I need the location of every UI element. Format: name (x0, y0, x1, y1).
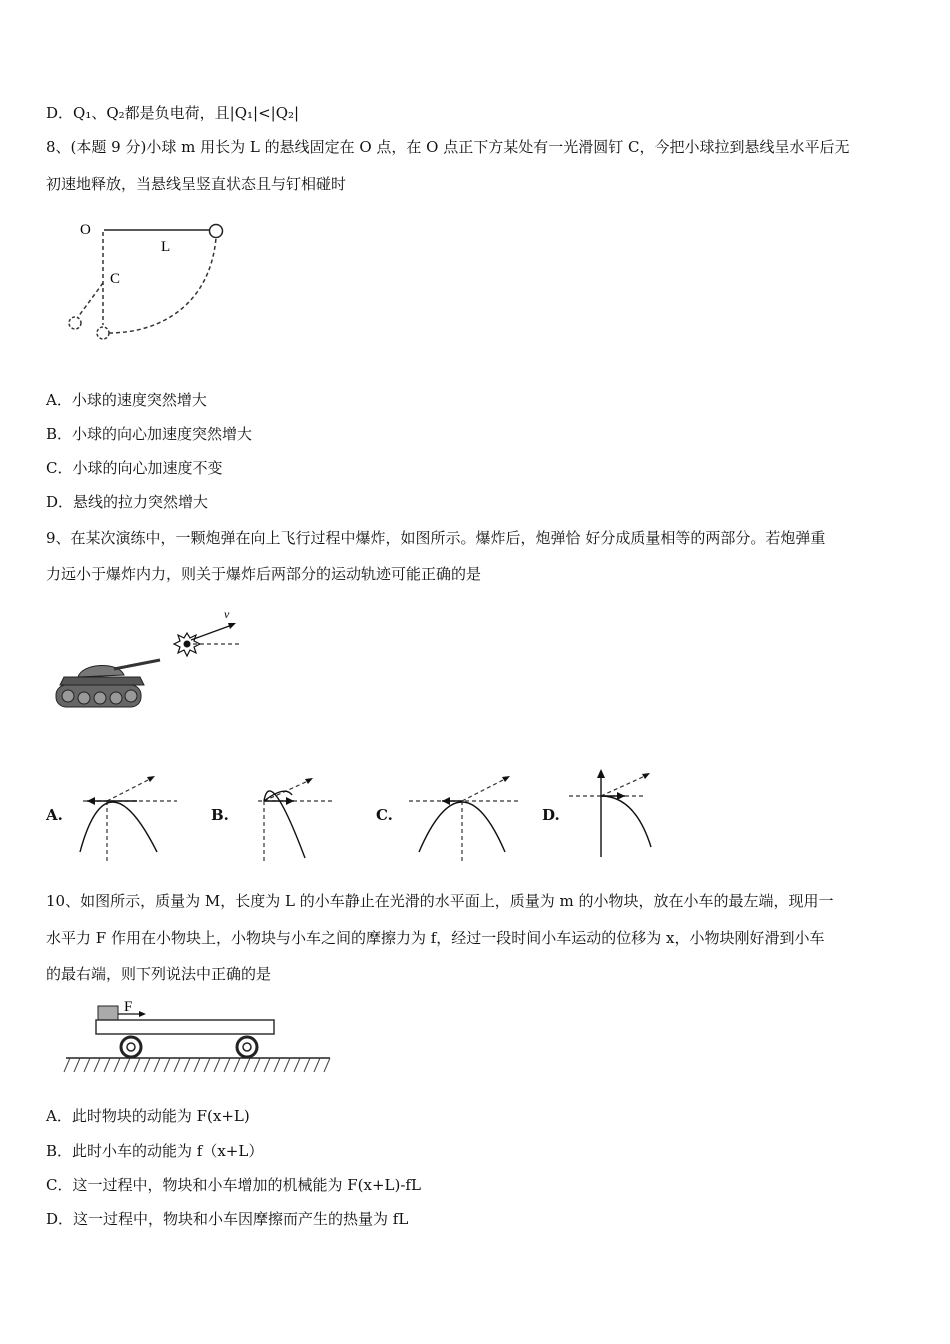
velocity-arrow (191, 625, 232, 640)
cart-wheel-left (121, 1037, 141, 1057)
q9-option-b-label[interactable]: B. (211, 806, 229, 824)
q8-pendulum-figure (60, 215, 240, 350)
q8-option-b: B．小球的向心加速度突然增大 (46, 425, 253, 443)
q8-stem-line1: 8、(本题 9 分)小球 m 用长为 L 的悬线固定在 O 点，在 O 点正下方某处有一光滑圆钉 C，今把小球拉到悬线呈水平后无 (46, 138, 850, 156)
q10-option-b: B．此时小车的动能为 f（x+L） (46, 1142, 264, 1160)
q8-option-c: C．小球的向心加速度不变 (46, 459, 223, 477)
q8-option-d: D．悬线的拉力突然增大 (46, 493, 209, 511)
velocity-arrowhead (228, 623, 236, 629)
q8-option-a: A．小球的速度突然增大 (46, 391, 207, 409)
q9-stem-line2: 力远小于爆炸内力，则关于爆炸后两部分的运动轨迹可能正确的是 (46, 565, 482, 583)
cart-body (96, 1020, 274, 1034)
q9-stem-line1: 9、在某次演练中，一颗炮弹在向上飞行过程中爆炸，如图所示。爆炸后，炮弹恰 好分成质量相等的两部分。若炮弹重 (46, 529, 826, 547)
q9-option-d-label[interactable]: D. (542, 806, 560, 824)
q10-stem-line2: 水平力 F 作用在小物块上，小物块与小车之间的摩擦力为 f，经过一段时间小车运动的位移为 x，小物块刚好滑到小车 (46, 929, 825, 947)
string-swing-dashed (78, 283, 103, 317)
q9-option-a-graph (75, 770, 185, 865)
q9-option-d-graph (565, 765, 665, 865)
velocity-v-label: v (224, 607, 230, 621)
q9-option-c-graph (405, 770, 525, 865)
ball-initial (210, 225, 223, 238)
q10-stem-line3: 的最右端，则下列说法中正确的是 (46, 965, 272, 983)
ball-bottom (97, 327, 109, 339)
ball-swing (69, 317, 81, 329)
q10-option-d: D．这一过程中，物块和小车因摩擦而产生的热量为 fL (46, 1210, 409, 1228)
q10-cart-figure (60, 998, 340, 1078)
force-f-label: F (124, 999, 133, 1015)
block-m (98, 1006, 118, 1020)
q10-option-a: A．此时物块的动能为 F(x+L) (46, 1107, 250, 1125)
point-c-label: C (110, 271, 121, 287)
ground-hatching (64, 1058, 330, 1072)
q9-option-b-graph (250, 770, 340, 865)
cart-wheel-right (237, 1037, 257, 1057)
q10-option-c: C．这一过程中，物块和小车增加的机械能为 F(x+L)-fL (46, 1176, 421, 1194)
q9-option-c-label[interactable]: C. (376, 806, 393, 824)
q9-tank-figure (48, 605, 258, 720)
q10-stem-line1: 10、如图所示，质量为 M，长度为 L 的小车静止在光滑的水平面上，质量为 m 的小物块，放在小车的最左端，现用一 (46, 892, 834, 910)
point-o-label: O (80, 222, 91, 238)
length-l-label: L (161, 239, 171, 255)
q8-stem-line2: 初速地释放，当悬线呈竖直状态且与钉相碰时 (46, 175, 347, 193)
q9-option-a-label[interactable]: A. (46, 806, 63, 824)
q7-option-d: D．Q₁、Q₂都是负电荷，且|Q₁|<|Q₂| (46, 104, 300, 122)
tank-illustration (56, 660, 160, 707)
